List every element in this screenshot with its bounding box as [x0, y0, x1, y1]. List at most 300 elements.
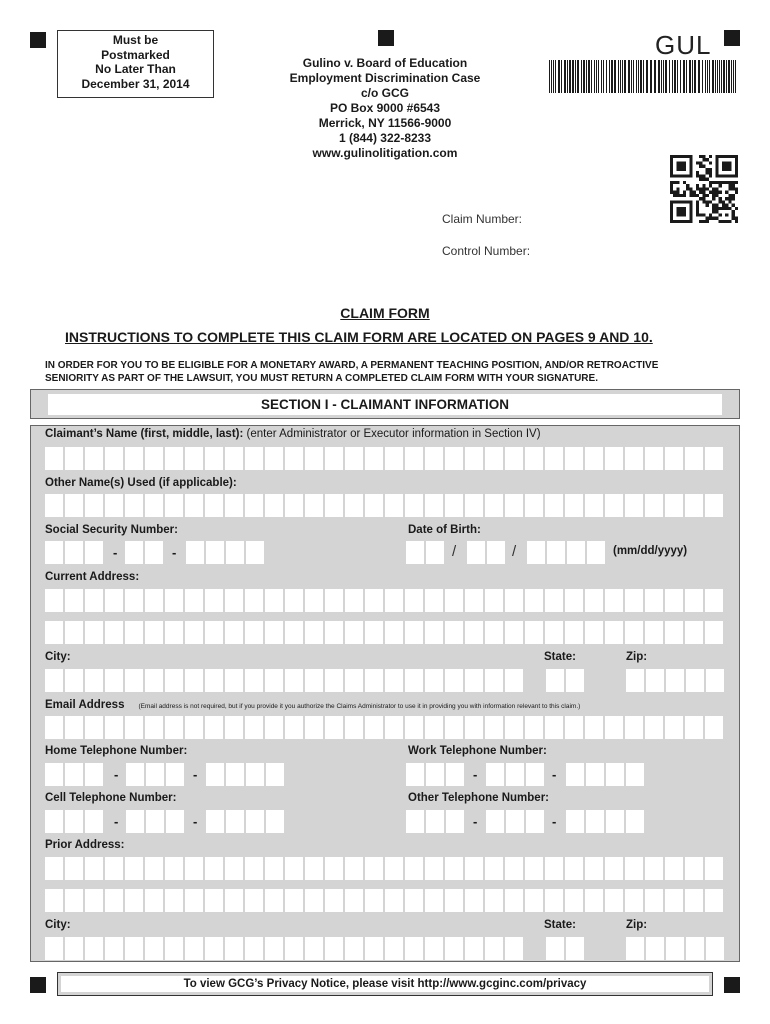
character-entry-box[interactable] — [445, 621, 463, 644]
character-entry-box[interactable] — [65, 541, 83, 564]
character-entry-box[interactable] — [285, 889, 303, 912]
character-entry-box[interactable] — [245, 494, 263, 517]
character-entry-box[interactable] — [585, 447, 603, 470]
character-entry-box[interactable] — [705, 716, 723, 739]
character-entry-box[interactable] — [666, 669, 684, 692]
character-entry-box[interactable] — [185, 669, 203, 692]
character-entry-box[interactable] — [246, 541, 264, 564]
character-entry-box[interactable] — [225, 447, 243, 470]
character-entry-box[interactable] — [285, 589, 303, 612]
character-entry-box[interactable] — [385, 621, 403, 644]
character-entry-box[interactable] — [85, 857, 103, 880]
character-entry-box[interactable] — [365, 447, 383, 470]
character-entry-box[interactable] — [625, 716, 643, 739]
character-entry-box[interactable] — [505, 669, 523, 692]
character-entry-box[interactable] — [186, 541, 204, 564]
character-entry-box[interactable] — [65, 621, 83, 644]
character-entry-box[interactable] — [385, 669, 403, 692]
character-entry-box[interactable] — [165, 857, 183, 880]
character-entry-box[interactable] — [625, 494, 643, 517]
character-entry-box[interactable] — [45, 857, 63, 880]
character-entry-box[interactable] — [685, 716, 703, 739]
character-entry-box[interactable] — [365, 589, 383, 612]
character-entry-box[interactable] — [245, 889, 263, 912]
character-entry-box[interactable] — [445, 857, 463, 880]
character-entry-box[interactable] — [165, 447, 183, 470]
character-entry-box[interactable] — [185, 937, 203, 960]
character-entry-box[interactable] — [585, 857, 603, 880]
character-entry-box[interactable] — [45, 763, 63, 786]
character-entry-box[interactable] — [125, 494, 143, 517]
character-entry-box[interactable] — [365, 669, 383, 692]
character-entry-box[interactable] — [365, 889, 383, 912]
character-entry-box[interactable] — [705, 621, 723, 644]
character-entry-box[interactable] — [85, 669, 103, 692]
character-entry-box[interactable] — [246, 763, 264, 786]
character-entry-box[interactable] — [325, 669, 343, 692]
character-entry-box[interactable] — [185, 589, 203, 612]
character-entry-box[interactable] — [165, 937, 183, 960]
character-entry-box[interactable] — [285, 937, 303, 960]
character-entry-box[interactable] — [545, 589, 563, 612]
character-entry-box[interactable] — [105, 716, 123, 739]
character-entry-box[interactable] — [345, 716, 363, 739]
character-entry-box[interactable] — [45, 669, 63, 692]
character-entry-box[interactable] — [165, 889, 183, 912]
character-entry-box[interactable] — [285, 621, 303, 644]
character-entry-box[interactable] — [305, 716, 323, 739]
character-entry-box[interactable] — [225, 669, 243, 692]
character-entry-box[interactable] — [266, 810, 284, 833]
character-entry-box[interactable] — [545, 889, 563, 912]
character-entry-box[interactable] — [285, 447, 303, 470]
character-entry-box[interactable] — [665, 889, 683, 912]
character-entry-box[interactable] — [586, 810, 604, 833]
character-entry-box[interactable] — [65, 669, 83, 692]
character-entry-box[interactable] — [225, 937, 243, 960]
character-entry-box[interactable] — [145, 589, 163, 612]
character-entry-box[interactable] — [685, 589, 703, 612]
character-entry-box[interactable] — [405, 494, 423, 517]
character-entry-box[interactable] — [165, 621, 183, 644]
character-entry-box[interactable] — [245, 589, 263, 612]
character-entry-box[interactable] — [605, 889, 623, 912]
character-entry-box[interactable] — [105, 621, 123, 644]
character-entry-box[interactable] — [645, 857, 663, 880]
character-entry-box[interactable] — [585, 494, 603, 517]
character-entry-box[interactable] — [45, 937, 63, 960]
character-entry-box[interactable] — [265, 447, 283, 470]
character-entry-box[interactable] — [665, 621, 683, 644]
character-entry-box[interactable] — [125, 447, 143, 470]
character-entry-box[interactable] — [205, 889, 223, 912]
character-entry-box[interactable] — [545, 716, 563, 739]
character-entry-box[interactable] — [185, 447, 203, 470]
character-entry-box[interactable] — [505, 447, 523, 470]
character-entry-box[interactable] — [445, 447, 463, 470]
character-entry-box[interactable] — [85, 716, 103, 739]
character-entry-box[interactable] — [45, 541, 63, 564]
character-entry-box[interactable] — [645, 589, 663, 612]
character-entry-box[interactable] — [385, 447, 403, 470]
character-entry-box[interactable] — [585, 889, 603, 912]
character-entry-box[interactable] — [145, 889, 163, 912]
character-entry-box[interactable] — [526, 763, 544, 786]
character-entry-box[interactable] — [185, 494, 203, 517]
character-entry-box[interactable] — [165, 716, 183, 739]
character-entry-box[interactable] — [65, 447, 83, 470]
character-entry-box[interactable] — [265, 937, 283, 960]
character-entry-box[interactable] — [605, 857, 623, 880]
character-entry-box[interactable] — [185, 857, 203, 880]
character-entry-box[interactable] — [145, 541, 163, 564]
character-entry-box[interactable] — [65, 857, 83, 880]
character-entry-box[interactable] — [225, 621, 243, 644]
character-entry-box[interactable] — [445, 669, 463, 692]
character-entry-box[interactable] — [525, 494, 543, 517]
character-entry-box[interactable] — [45, 494, 63, 517]
character-entry-box[interactable] — [585, 716, 603, 739]
character-entry-box[interactable] — [465, 669, 483, 692]
character-entry-box[interactable] — [365, 857, 383, 880]
character-entry-box[interactable] — [145, 857, 163, 880]
character-entry-box[interactable] — [205, 447, 223, 470]
character-entry-box[interactable] — [705, 589, 723, 612]
character-entry-box[interactable] — [385, 937, 403, 960]
character-entry-box[interactable] — [205, 669, 223, 692]
character-entry-box[interactable] — [146, 810, 164, 833]
character-entry-box[interactable] — [266, 763, 284, 786]
character-entry-box[interactable] — [605, 494, 623, 517]
character-entry-box[interactable] — [505, 889, 523, 912]
character-entry-box[interactable] — [486, 763, 504, 786]
character-entry-box[interactable] — [527, 541, 545, 564]
character-entry-box[interactable] — [585, 589, 603, 612]
character-entry-box[interactable] — [505, 937, 523, 960]
character-entry-box[interactable] — [85, 494, 103, 517]
character-entry-box[interactable] — [485, 937, 503, 960]
character-entry-box[interactable] — [465, 716, 483, 739]
character-entry-box[interactable] — [506, 763, 524, 786]
character-entry-box[interactable] — [565, 889, 583, 912]
character-entry-box[interactable] — [566, 810, 584, 833]
character-entry-box[interactable] — [345, 589, 363, 612]
character-entry-box[interactable] — [125, 937, 143, 960]
character-entry-box[interactable] — [545, 621, 563, 644]
character-entry-box[interactable] — [345, 669, 363, 692]
character-entry-box[interactable] — [205, 621, 223, 644]
character-entry-box[interactable] — [625, 621, 643, 644]
character-entry-box[interactable] — [665, 494, 683, 517]
character-entry-box[interactable] — [345, 857, 363, 880]
character-entry-box[interactable] — [405, 889, 423, 912]
character-entry-box[interactable] — [385, 494, 403, 517]
character-entry-box[interactable] — [285, 857, 303, 880]
character-entry-box[interactable] — [505, 494, 523, 517]
character-entry-box[interactable] — [325, 589, 343, 612]
character-entry-box[interactable] — [487, 541, 505, 564]
character-entry-box[interactable] — [225, 889, 243, 912]
character-entry-box[interactable] — [406, 541, 424, 564]
character-entry-box[interactable] — [526, 810, 544, 833]
character-entry-box[interactable] — [85, 937, 103, 960]
character-entry-box[interactable] — [565, 447, 583, 470]
character-entry-box[interactable] — [265, 621, 283, 644]
character-entry-box[interactable] — [425, 621, 443, 644]
character-entry-box[interactable] — [425, 447, 443, 470]
character-entry-box[interactable] — [105, 889, 123, 912]
character-entry-box[interactable] — [65, 810, 83, 833]
character-entry-box[interactable] — [445, 494, 463, 517]
character-entry-box[interactable] — [467, 541, 485, 564]
character-entry-box[interactable] — [325, 716, 343, 739]
character-entry-box[interactable] — [45, 589, 63, 612]
character-entry-box[interactable] — [125, 716, 143, 739]
character-entry-box[interactable] — [645, 447, 663, 470]
character-entry-box[interactable] — [606, 763, 624, 786]
character-entry-box[interactable] — [685, 494, 703, 517]
character-entry-box[interactable] — [125, 621, 143, 644]
character-entry-box[interactable] — [145, 716, 163, 739]
character-entry-box[interactable] — [126, 763, 144, 786]
character-entry-box[interactable] — [245, 857, 263, 880]
character-entry-box[interactable] — [705, 494, 723, 517]
character-entry-box[interactable] — [305, 669, 323, 692]
character-entry-box[interactable] — [626, 810, 644, 833]
character-entry-box[interactable] — [385, 889, 403, 912]
character-entry-box[interactable] — [425, 889, 443, 912]
character-entry-box[interactable] — [226, 763, 244, 786]
character-entry-box[interactable] — [145, 494, 163, 517]
character-entry-box[interactable] — [345, 889, 363, 912]
character-entry-box[interactable] — [605, 716, 623, 739]
character-entry-box[interactable] — [465, 937, 483, 960]
character-entry-box[interactable] — [265, 889, 283, 912]
character-entry-box[interactable] — [525, 857, 543, 880]
character-entry-box[interactable] — [485, 716, 503, 739]
character-entry-box[interactable] — [105, 857, 123, 880]
character-entry-box[interactable] — [245, 447, 263, 470]
character-entry-box[interactable] — [665, 589, 683, 612]
character-entry-box[interactable] — [525, 621, 543, 644]
character-entry-box[interactable] — [545, 494, 563, 517]
character-entry-box[interactable] — [445, 716, 463, 739]
character-entry-box[interactable] — [406, 763, 424, 786]
character-entry-box[interactable] — [626, 937, 644, 960]
character-entry-box[interactable] — [685, 447, 703, 470]
character-entry-box[interactable] — [545, 447, 563, 470]
character-entry-box[interactable] — [626, 763, 644, 786]
character-entry-box[interactable] — [485, 889, 503, 912]
character-entry-box[interactable] — [465, 889, 483, 912]
character-entry-box[interactable] — [566, 669, 584, 692]
character-entry-box[interactable] — [445, 889, 463, 912]
character-entry-box[interactable] — [606, 810, 624, 833]
character-entry-box[interactable] — [45, 716, 63, 739]
character-entry-box[interactable] — [245, 621, 263, 644]
character-entry-box[interactable] — [566, 763, 584, 786]
character-entry-box[interactable] — [446, 810, 464, 833]
character-entry-box[interactable] — [85, 621, 103, 644]
character-entry-box[interactable] — [166, 763, 184, 786]
character-entry-box[interactable] — [185, 716, 203, 739]
character-entry-box[interactable] — [305, 857, 323, 880]
character-entry-box[interactable] — [505, 589, 523, 612]
character-entry-box[interactable] — [505, 621, 523, 644]
character-entry-box[interactable] — [465, 447, 483, 470]
character-entry-box[interactable] — [165, 589, 183, 612]
character-entry-box[interactable] — [365, 716, 383, 739]
character-entry-box[interactable] — [586, 763, 604, 786]
character-entry-box[interactable] — [265, 716, 283, 739]
character-entry-box[interactable] — [426, 810, 444, 833]
character-entry-box[interactable] — [425, 494, 443, 517]
character-entry-box[interactable] — [205, 857, 223, 880]
character-entry-box[interactable] — [547, 541, 565, 564]
character-entry-box[interactable] — [685, 621, 703, 644]
character-entry-box[interactable] — [125, 669, 143, 692]
character-entry-box[interactable] — [425, 716, 443, 739]
character-entry-box[interactable] — [666, 937, 684, 960]
character-entry-box[interactable] — [65, 494, 83, 517]
character-entry-box[interactable] — [405, 857, 423, 880]
character-entry-box[interactable] — [145, 621, 163, 644]
character-entry-box[interactable] — [345, 447, 363, 470]
character-entry-box[interactable] — [85, 541, 103, 564]
character-entry-box[interactable] — [405, 716, 423, 739]
character-entry-box[interactable] — [45, 447, 63, 470]
character-entry-box[interactable] — [565, 589, 583, 612]
character-entry-box[interactable] — [565, 621, 583, 644]
character-entry-box[interactable] — [125, 589, 143, 612]
character-entry-box[interactable] — [705, 889, 723, 912]
character-entry-box[interactable] — [686, 937, 704, 960]
character-entry-box[interactable] — [105, 669, 123, 692]
character-entry-box[interactable] — [105, 447, 123, 470]
character-entry-box[interactable] — [145, 937, 163, 960]
character-entry-box[interactable] — [465, 494, 483, 517]
character-entry-box[interactable] — [685, 857, 703, 880]
character-entry-box[interactable] — [65, 763, 83, 786]
character-entry-box[interactable] — [345, 937, 363, 960]
character-entry-box[interactable] — [465, 621, 483, 644]
character-entry-box[interactable] — [265, 494, 283, 517]
character-entry-box[interactable] — [265, 589, 283, 612]
character-entry-box[interactable] — [505, 857, 523, 880]
character-entry-box[interactable] — [485, 857, 503, 880]
character-entry-box[interactable] — [506, 810, 524, 833]
character-entry-box[interactable] — [305, 447, 323, 470]
character-entry-box[interactable] — [146, 763, 164, 786]
character-entry-box[interactable] — [705, 447, 723, 470]
character-entry-box[interactable] — [625, 857, 643, 880]
character-entry-box[interactable] — [425, 669, 443, 692]
character-entry-box[interactable] — [565, 857, 583, 880]
character-entry-box[interactable] — [605, 447, 623, 470]
character-entry-box[interactable] — [665, 716, 683, 739]
character-entry-box[interactable] — [465, 857, 483, 880]
character-entry-box[interactable] — [85, 810, 103, 833]
character-entry-box[interactable] — [625, 447, 643, 470]
character-entry-box[interactable] — [685, 889, 703, 912]
character-entry-box[interactable] — [425, 589, 443, 612]
character-entry-box[interactable] — [145, 447, 163, 470]
character-entry-box[interactable] — [706, 937, 724, 960]
character-entry-box[interactable] — [285, 716, 303, 739]
character-entry-box[interactable] — [706, 669, 724, 692]
character-entry-box[interactable] — [585, 621, 603, 644]
character-entry-box[interactable] — [245, 669, 263, 692]
character-entry-box[interactable] — [65, 716, 83, 739]
character-entry-box[interactable] — [225, 857, 243, 880]
character-entry-box[interactable] — [425, 857, 443, 880]
character-entry-box[interactable] — [305, 621, 323, 644]
character-entry-box[interactable] — [426, 541, 444, 564]
character-entry-box[interactable] — [105, 589, 123, 612]
character-entry-box[interactable] — [206, 541, 224, 564]
character-entry-box[interactable] — [485, 589, 503, 612]
character-entry-box[interactable] — [525, 716, 543, 739]
character-entry-box[interactable] — [605, 589, 623, 612]
character-entry-box[interactable] — [345, 621, 363, 644]
character-entry-box[interactable] — [566, 937, 584, 960]
character-entry-box[interactable] — [626, 669, 644, 692]
character-entry-box[interactable] — [265, 857, 283, 880]
character-entry-box[interactable] — [325, 447, 343, 470]
character-entry-box[interactable] — [245, 716, 263, 739]
character-entry-box[interactable] — [405, 621, 423, 644]
character-entry-box[interactable] — [446, 763, 464, 786]
character-entry-box[interactable] — [205, 937, 223, 960]
character-entry-box[interactable] — [245, 937, 263, 960]
character-entry-box[interactable] — [525, 447, 543, 470]
character-entry-box[interactable] — [206, 810, 224, 833]
character-entry-box[interactable] — [265, 669, 283, 692]
character-entry-box[interactable] — [405, 447, 423, 470]
character-entry-box[interactable] — [65, 937, 83, 960]
character-entry-box[interactable] — [105, 937, 123, 960]
character-entry-box[interactable] — [225, 589, 243, 612]
character-entry-box[interactable] — [246, 810, 264, 833]
character-entry-box[interactable] — [645, 494, 663, 517]
character-entry-box[interactable] — [65, 589, 83, 612]
character-entry-box[interactable] — [485, 621, 503, 644]
character-entry-box[interactable] — [365, 937, 383, 960]
character-entry-box[interactable] — [225, 494, 243, 517]
character-entry-box[interactable] — [226, 541, 244, 564]
character-entry-box[interactable] — [545, 857, 563, 880]
character-entry-box[interactable] — [665, 447, 683, 470]
character-entry-box[interactable] — [165, 494, 183, 517]
character-entry-box[interactable] — [525, 589, 543, 612]
character-entry-box[interactable] — [546, 937, 564, 960]
character-entry-box[interactable] — [85, 589, 103, 612]
character-entry-box[interactable] — [205, 589, 223, 612]
character-entry-box[interactable] — [45, 621, 63, 644]
character-entry-box[interactable] — [305, 889, 323, 912]
character-entry-box[interactable] — [45, 810, 63, 833]
character-entry-box[interactable] — [505, 716, 523, 739]
character-entry-box[interactable] — [185, 889, 203, 912]
character-entry-box[interactable] — [45, 889, 63, 912]
character-entry-box[interactable] — [405, 669, 423, 692]
character-entry-box[interactable] — [285, 669, 303, 692]
character-entry-box[interactable] — [345, 494, 363, 517]
character-entry-box[interactable] — [645, 716, 663, 739]
character-entry-box[interactable] — [125, 889, 143, 912]
character-entry-box[interactable] — [125, 541, 143, 564]
character-entry-box[interactable] — [225, 716, 243, 739]
